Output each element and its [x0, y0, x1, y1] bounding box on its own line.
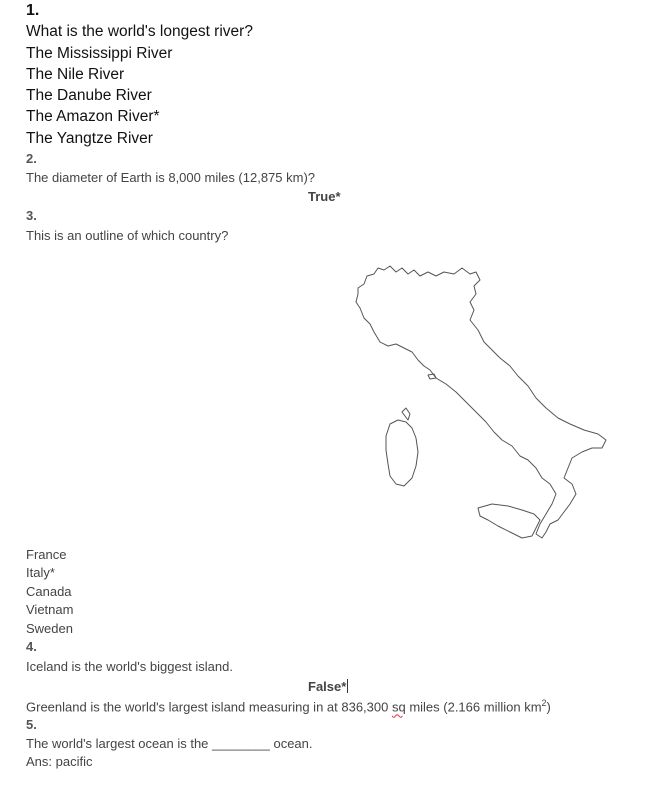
question-1-number: 1.: [26, 2, 40, 19]
note-text-1: Greenland is the world's largest island measuring in at 836,300: [26, 699, 392, 715]
note-text-3: ): [546, 699, 551, 715]
italy-mainland-outline: [356, 266, 606, 538]
q1-option-1: The Mississippi River: [26, 45, 173, 62]
elba-outline: [428, 374, 436, 379]
q3-option-5: Sweden: [26, 621, 73, 636]
spellcheck-word[interactable]: sq: [391, 699, 406, 715]
corsica-outline: [402, 408, 410, 420]
italy-outline-map: [350, 262, 612, 547]
sicily-outline: [478, 504, 540, 538]
q1-option-2: The Nile River: [26, 66, 125, 83]
question-2-answer: True*: [308, 189, 341, 204]
question-3-text: This is an outline of which country?: [26, 228, 229, 243]
question-2-text: The diameter of Earth is 8,000 miles (12,875 km)?: [26, 170, 316, 185]
question-4-number: 4.: [26, 639, 37, 654]
question-3-number: 3.: [26, 208, 37, 223]
q1-option-3: The Danube River: [26, 87, 152, 104]
note-superscript: 2: [541, 698, 547, 708]
question-4-text: Iceland is the world's biggest island.: [26, 659, 233, 674]
text-cursor: [347, 679, 348, 693]
q3-option-2: Italy*: [26, 565, 55, 580]
question-4-note: [26, 698, 551, 714]
q1-option-4: The Amazon River*: [26, 108, 160, 125]
question-4-answer[interactable]: [308, 679, 348, 694]
sardinia-outline: [386, 420, 418, 486]
question-5-number: 5.: [26, 717, 37, 732]
question-5-text: The world's largest ocean is the ________ ocean.: [26, 736, 313, 751]
note-text-2: miles (2.166 million km: [405, 699, 542, 715]
q1-option-5: The Yangtze River: [26, 130, 153, 147]
q3-option-4: Vietnam: [26, 602, 74, 617]
question-2-number: 2.: [26, 151, 37, 166]
q3-option-1: France: [26, 547, 67, 562]
question-4-answer-text: False*: [308, 679, 347, 694]
question-5-answer: Ans: pacific: [26, 754, 93, 769]
q3-option-3: Canada: [26, 584, 72, 599]
question-1-text: What is the world's longest river?: [26, 23, 253, 40]
